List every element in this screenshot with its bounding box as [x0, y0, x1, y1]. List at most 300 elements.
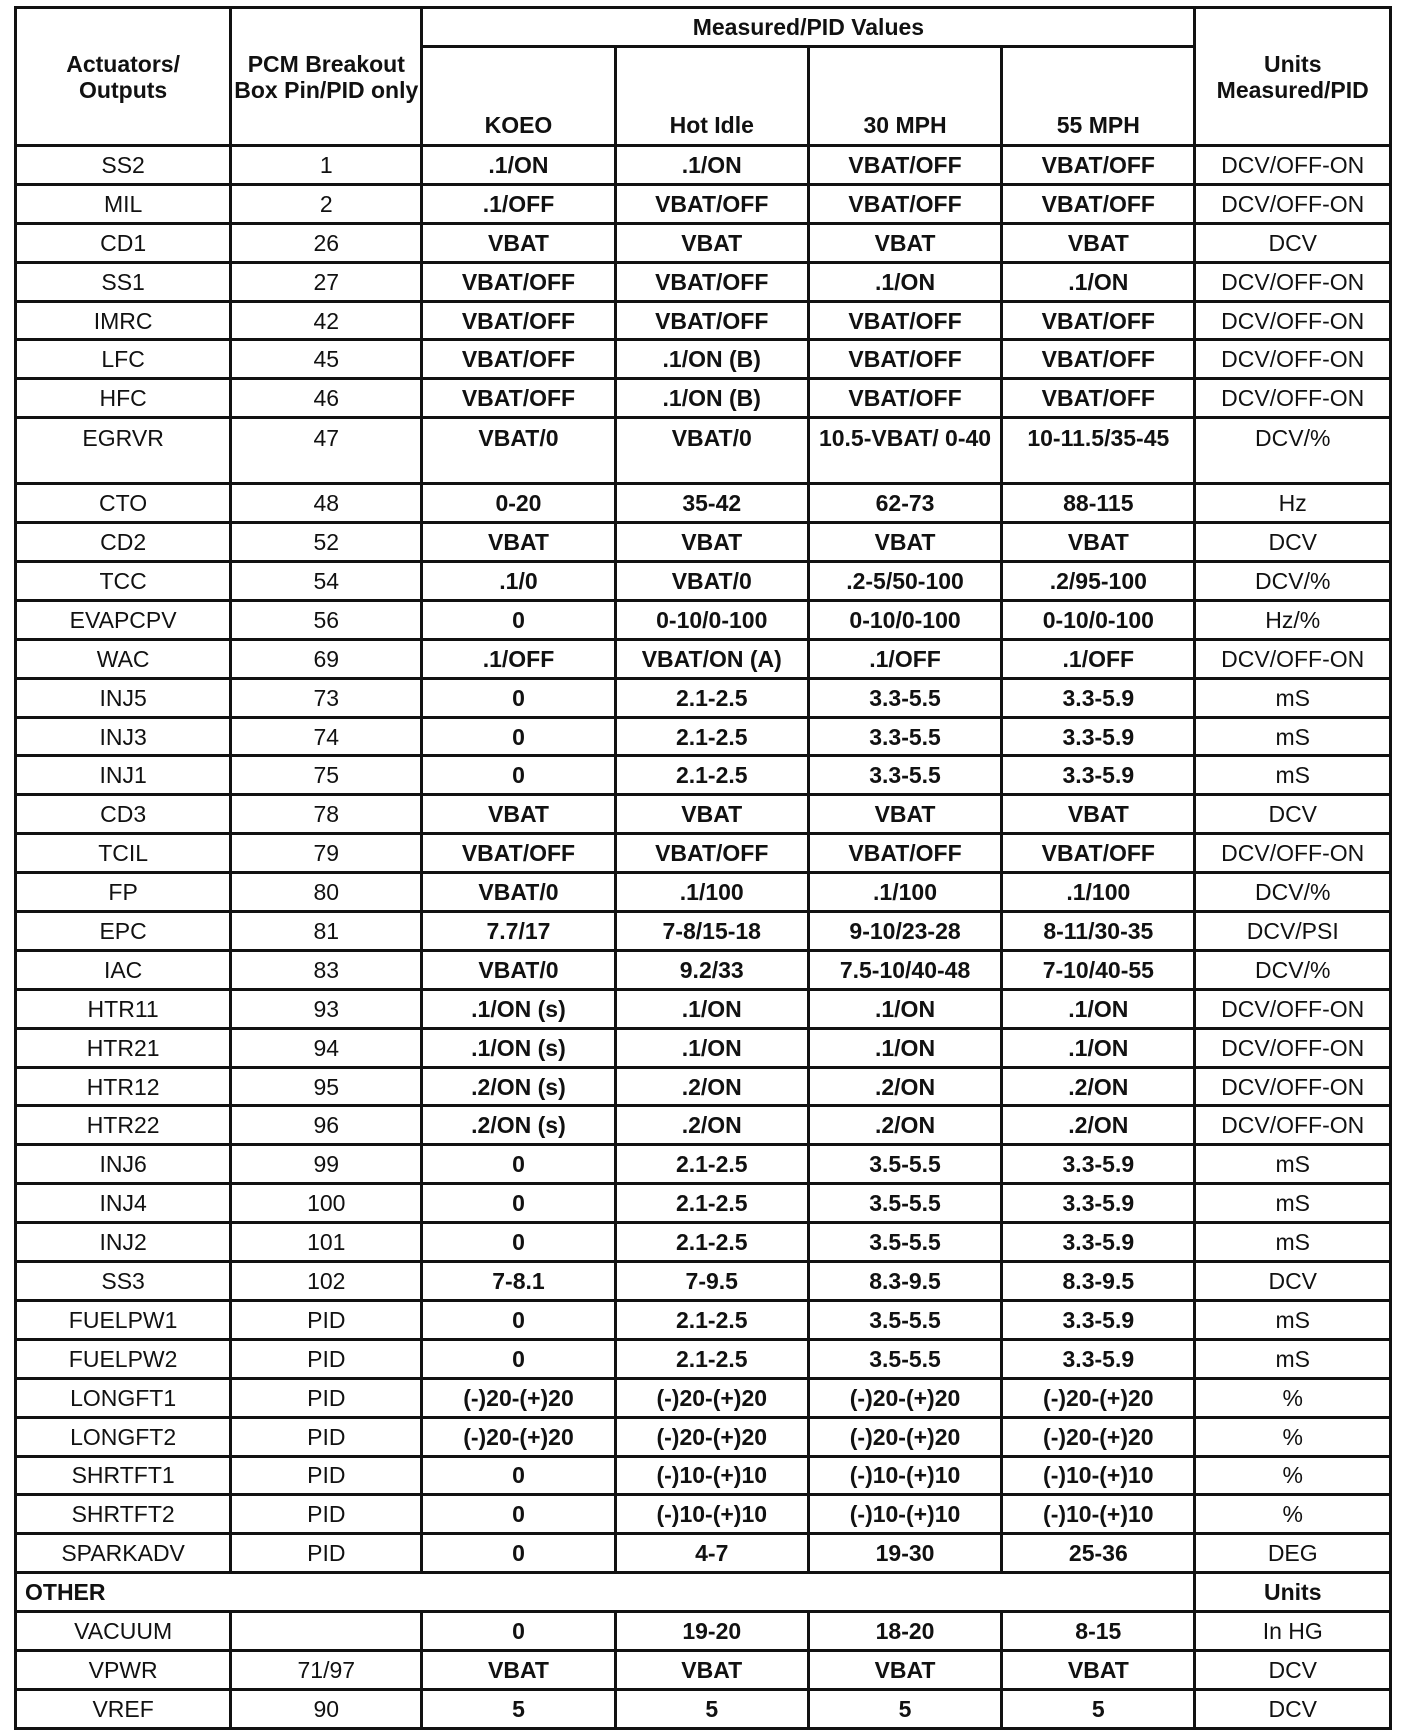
table-row	[16, 873, 1391, 912]
cell-actuator: CD1	[16, 223, 231, 262]
cell-hot-idle: VBAT/0	[615, 418, 808, 484]
cell-koeo: VBAT/OFF	[422, 379, 615, 418]
cell-koeo: 0	[422, 1534, 615, 1573]
cell-hot-idle: (-)20-(+)20	[615, 1378, 808, 1417]
cell-hot-idle: 2.1-2.5	[615, 1223, 808, 1262]
table-row	[16, 1067, 1391, 1106]
cell-hot-idle: .1/ON	[615, 989, 808, 1028]
cell-30mph: .1/ON	[808, 262, 1001, 301]
cell-units: %	[1195, 1378, 1391, 1417]
cell-30mph: 18-20	[808, 1612, 1001, 1651]
cell-55mph: VBAT/OFF	[1002, 340, 1195, 379]
cell-koeo: 7-8.1	[422, 1262, 615, 1301]
table-row	[16, 484, 1391, 523]
table-row	[16, 1300, 1391, 1339]
cell-pin: 96	[231, 1106, 422, 1145]
cell-koeo: 0	[422, 1223, 615, 1262]
cell-koeo: (-)20-(+)20	[422, 1417, 615, 1456]
table-row	[16, 1028, 1391, 1067]
other-units-label: Units	[1195, 1573, 1391, 1612]
cell-30mph: 3.5-5.5	[808, 1184, 1001, 1223]
cell-pin: 26	[231, 223, 422, 262]
cell-55mph: VBAT/OFF	[1002, 146, 1195, 185]
cell-55mph: VBAT/OFF	[1002, 834, 1195, 873]
cell-hot-idle: VBAT	[615, 223, 808, 262]
cell-actuator: SHRTFT2	[16, 1495, 231, 1534]
table-row	[16, 262, 1391, 301]
cell-pin: 73	[231, 678, 422, 717]
cell-55mph: .1/OFF	[1002, 639, 1195, 678]
cell-55mph: 8.3-9.5	[1002, 1262, 1195, 1301]
cell-pin: PID	[231, 1339, 422, 1378]
cell-pin: 90	[231, 1689, 422, 1728]
cell-pin: 1	[231, 146, 422, 185]
cell-hot-idle: VBAT/OFF	[615, 262, 808, 301]
cell-actuator: EPC	[16, 912, 231, 951]
cell-hot-idle: 7-8/15-18	[615, 912, 808, 951]
cell-30mph: (-)20-(+)20	[808, 1417, 1001, 1456]
cell-pin: 74	[231, 717, 422, 756]
cell-koeo: 0-20	[422, 484, 615, 523]
cell-actuator: INJ4	[16, 1184, 231, 1223]
cell-hot-idle: 7-9.5	[615, 1262, 808, 1301]
cell-actuator: FUELPW2	[16, 1339, 231, 1378]
table-row	[16, 379, 1391, 418]
cell-55mph: 8-15	[1002, 1612, 1195, 1651]
cell-30mph: 5	[808, 1689, 1001, 1728]
cell-units: DCV/%	[1195, 950, 1391, 989]
cell-pin: 78	[231, 795, 422, 834]
cell-units: DCV/PSI	[1195, 912, 1391, 951]
cell-actuator: HTR12	[16, 1067, 231, 1106]
cell-units: DCV/OFF-ON	[1195, 340, 1391, 379]
cell-actuator: CD3	[16, 795, 231, 834]
table-row	[16, 1262, 1391, 1301]
cell-units: mS	[1195, 678, 1391, 717]
table-row	[16, 1495, 1391, 1534]
cell-55mph: (-)20-(+)20	[1002, 1378, 1195, 1417]
cell-actuator: IAC	[16, 950, 231, 989]
cell-pin: 100	[231, 1184, 422, 1223]
cell-pin: 79	[231, 834, 422, 873]
cell-55mph: .1/ON	[1002, 1028, 1195, 1067]
cell-pin: 95	[231, 1067, 422, 1106]
column-group-measured: Measured/PID Values	[422, 8, 1195, 47]
cell-actuator: HTR21	[16, 1028, 231, 1067]
cell-30mph: VBAT/OFF	[808, 146, 1001, 185]
cell-55mph: 5	[1002, 1689, 1195, 1728]
table-row	[16, 1378, 1391, 1417]
cell-pin: PID	[231, 1534, 422, 1573]
cell-units: DCV	[1195, 1262, 1391, 1301]
cell-actuator: VREF	[16, 1689, 231, 1728]
cell-actuator: INJ2	[16, 1223, 231, 1262]
cell-30mph: .1/100	[808, 873, 1001, 912]
cell-hot-idle: 2.1-2.5	[615, 717, 808, 756]
table-row	[16, 717, 1391, 756]
cell-55mph: 3.3-5.9	[1002, 678, 1195, 717]
cell-55mph: 3.3-5.9	[1002, 1300, 1195, 1339]
cell-koeo: VBAT/0	[422, 950, 615, 989]
cell-pin: 75	[231, 756, 422, 795]
cell-koeo: .1/OFF	[422, 184, 615, 223]
other-section-label: OTHER	[16, 1573, 1195, 1612]
cell-pin: 69	[231, 639, 422, 678]
cell-units: %	[1195, 1495, 1391, 1534]
cell-pin: PID	[231, 1300, 422, 1339]
cell-koeo: 0	[422, 1300, 615, 1339]
cell-30mph: VBAT/OFF	[808, 379, 1001, 418]
cell-hot-idle: 2.1-2.5	[615, 756, 808, 795]
cell-55mph: (-)20-(+)20	[1002, 1417, 1195, 1456]
cell-actuator: SHRTFT1	[16, 1456, 231, 1495]
cell-actuator: VPWR	[16, 1651, 231, 1690]
cell-units: DCV	[1195, 1689, 1391, 1728]
cell-units: %	[1195, 1417, 1391, 1456]
cell-actuator: HFC	[16, 379, 231, 418]
cell-koeo: VBAT/OFF	[422, 834, 615, 873]
table-header	[16, 8, 1391, 146]
cell-pin: 83	[231, 950, 422, 989]
table-row	[16, 146, 1391, 185]
cell-30mph: 7.5-10/40-48	[808, 950, 1001, 989]
cell-55mph: 3.3-5.9	[1002, 1339, 1195, 1378]
cell-hot-idle: (-)20-(+)20	[615, 1417, 808, 1456]
cell-hot-idle: .1/ON	[615, 1028, 808, 1067]
cell-units: DCV/OFF-ON	[1195, 1028, 1391, 1067]
cell-55mph: VBAT/OFF	[1002, 301, 1195, 340]
cell-actuator: FP	[16, 873, 231, 912]
cell-actuator: LFC	[16, 340, 231, 379]
cell-units: In HG	[1195, 1612, 1391, 1651]
cell-koeo: VBAT	[422, 795, 615, 834]
cell-55mph: VBAT	[1002, 223, 1195, 262]
cell-55mph: 8-11/30-35	[1002, 912, 1195, 951]
cell-30mph: 19-30	[808, 1534, 1001, 1573]
table-body	[16, 146, 1391, 1573]
cell-pin: 42	[231, 301, 422, 340]
cell-units: DCV/OFF-ON	[1195, 301, 1391, 340]
cell-hot-idle: 2.1-2.5	[615, 1145, 808, 1184]
cell-55mph: 25-36	[1002, 1534, 1195, 1573]
cell-units: mS	[1195, 1223, 1391, 1262]
cell-30mph: .1/ON	[808, 989, 1001, 1028]
cell-units: DCV	[1195, 223, 1391, 262]
cell-hot-idle: .1/100	[615, 873, 808, 912]
cell-30mph: 8.3-9.5	[808, 1262, 1001, 1301]
cell-55mph: .1/ON	[1002, 989, 1195, 1028]
cell-pin: 54	[231, 562, 422, 601]
cell-pin: 80	[231, 873, 422, 912]
cell-koeo: 0	[422, 600, 615, 639]
cell-koeo: .1/ON (s)	[422, 989, 615, 1028]
cell-55mph: 3.3-5.9	[1002, 717, 1195, 756]
cell-pin: 27	[231, 262, 422, 301]
cell-units: DCV/OFF-ON	[1195, 262, 1391, 301]
cell-koeo: 0	[422, 1456, 615, 1495]
cell-units: mS	[1195, 1184, 1391, 1223]
cell-55mph: VBAT	[1002, 1651, 1195, 1690]
cell-actuator: EVAPCPV	[16, 600, 231, 639]
cell-30mph: VBAT/OFF	[808, 184, 1001, 223]
cell-30mph: 3.3-5.5	[808, 756, 1001, 795]
cell-units: mS	[1195, 756, 1391, 795]
cell-30mph: 9-10/23-28	[808, 912, 1001, 951]
cell-koeo: 0	[422, 1612, 615, 1651]
cell-30mph: 3.3-5.5	[808, 678, 1001, 717]
cell-koeo: VBAT/0	[422, 418, 615, 484]
cell-pin: 46	[231, 379, 422, 418]
cell-55mph: 3.3-5.9	[1002, 756, 1195, 795]
cell-koeo: 0	[422, 1495, 615, 1534]
cell-55mph: .2/ON	[1002, 1067, 1195, 1106]
cell-units: DCV/OFF-ON	[1195, 146, 1391, 185]
cell-actuator: EGRVR	[16, 418, 231, 484]
cell-koeo: VBAT	[422, 1651, 615, 1690]
cell-koeo: 0	[422, 1184, 615, 1223]
cell-koeo: 7.7/17	[422, 912, 615, 951]
cell-actuator: LONGFT1	[16, 1378, 231, 1417]
cell-actuator: VACUUM	[16, 1612, 231, 1651]
cell-units: DCV/%	[1195, 873, 1391, 912]
cell-actuator: HTR22	[16, 1106, 231, 1145]
cell-55mph: 88-115	[1002, 484, 1195, 523]
cell-actuator: SS1	[16, 262, 231, 301]
cell-30mph: 0-10/0-100	[808, 600, 1001, 639]
cell-koeo: .1/0	[422, 562, 615, 601]
cell-units: DCV/OFF-ON	[1195, 184, 1391, 223]
cell-30mph: VBAT	[808, 1651, 1001, 1690]
cell-koeo: 0	[422, 756, 615, 795]
cell-30mph: 3.5-5.5	[808, 1339, 1001, 1378]
cell-actuator: MIL	[16, 184, 231, 223]
cell-pin: 102	[231, 1262, 422, 1301]
cell-pin: 48	[231, 484, 422, 523]
table-row	[16, 795, 1391, 834]
cell-koeo: .1/ON	[422, 146, 615, 185]
cell-30mph: VBAT/OFF	[808, 834, 1001, 873]
cell-hot-idle: (-)10-(+)10	[615, 1456, 808, 1495]
cell-hot-idle: VBAT/OFF	[615, 184, 808, 223]
cell-koeo: 5	[422, 1689, 615, 1728]
cell-hot-idle: 35-42	[615, 484, 808, 523]
table-row	[16, 600, 1391, 639]
pid-values-sheet	[14, 6, 1392, 1730]
column-header-55mph: 55 MPH	[1002, 47, 1195, 146]
cell-hot-idle: VBAT	[615, 1651, 808, 1690]
table-row	[16, 756, 1391, 795]
cell-30mph: 3.5-5.5	[808, 1300, 1001, 1339]
cell-hot-idle: .1/ON (B)	[615, 379, 808, 418]
table-row	[16, 184, 1391, 223]
cell-pin: 94	[231, 1028, 422, 1067]
cell-units: DCV/%	[1195, 418, 1391, 484]
column-header-pin: PCM Breakout Box Pin/PID only	[231, 8, 422, 146]
cell-koeo: 0	[422, 1145, 615, 1184]
cell-30mph: VBAT	[808, 223, 1001, 262]
table-row	[16, 562, 1391, 601]
cell-30mph: 3.5-5.5	[808, 1223, 1001, 1262]
cell-hot-idle: .1/ON	[615, 146, 808, 185]
cell-30mph: 3.3-5.5	[808, 717, 1001, 756]
cell-koeo: VBAT/OFF	[422, 262, 615, 301]
table-row	[16, 223, 1391, 262]
cell-pin: PID	[231, 1495, 422, 1534]
cell-actuator: INJ5	[16, 678, 231, 717]
cell-units: DCV/OFF-ON	[1195, 639, 1391, 678]
cell-hot-idle: 2.1-2.5	[615, 1184, 808, 1223]
cell-pin: 81	[231, 912, 422, 951]
cell-pin: PID	[231, 1417, 422, 1456]
cell-units: DCV	[1195, 523, 1391, 562]
cell-actuator: SPARKADV	[16, 1534, 231, 1573]
cell-hot-idle: (-)10-(+)10	[615, 1495, 808, 1534]
cell-hot-idle: VBAT	[615, 795, 808, 834]
column-header-koeo: KOEO	[422, 47, 615, 146]
cell-55mph: 7-10/40-55	[1002, 950, 1195, 989]
table-row	[16, 523, 1391, 562]
cell-units: DCV/OFF-ON	[1195, 834, 1391, 873]
cell-30mph: (-)20-(+)20	[808, 1378, 1001, 1417]
cell-actuator: CTO	[16, 484, 231, 523]
cell-55mph: .2/ON	[1002, 1106, 1195, 1145]
cell-koeo: (-)20-(+)20	[422, 1378, 615, 1417]
cell-units: Hz	[1195, 484, 1391, 523]
table-row	[16, 912, 1391, 951]
cell-30mph: 3.5-5.5	[808, 1145, 1001, 1184]
table-row	[16, 1106, 1391, 1145]
table-row	[16, 1456, 1391, 1495]
cell-30mph: .2/ON	[808, 1067, 1001, 1106]
cell-55mph: 3.3-5.9	[1002, 1223, 1195, 1262]
cell-pin: 71/97	[231, 1651, 422, 1690]
cell-units: DCV/%	[1195, 562, 1391, 601]
cell-actuator: INJ1	[16, 756, 231, 795]
cell-55mph: .1/ON	[1002, 262, 1195, 301]
cell-actuator: FUELPW1	[16, 1300, 231, 1339]
cell-pin: 56	[231, 600, 422, 639]
cell-units: DCV	[1195, 795, 1391, 834]
cell-30mph: VBAT/OFF	[808, 301, 1001, 340]
cell-pin	[231, 1612, 422, 1651]
cell-hot-idle: VBAT/ON (A)	[615, 639, 808, 678]
cell-koeo: .2/ON (s)	[422, 1106, 615, 1145]
cell-units: DCV/OFF-ON	[1195, 379, 1391, 418]
cell-actuator: IMRC	[16, 301, 231, 340]
cell-units: %	[1195, 1456, 1391, 1495]
cell-55mph: .1/100	[1002, 873, 1195, 912]
cell-actuator: TCIL	[16, 834, 231, 873]
cell-actuator: INJ6	[16, 1145, 231, 1184]
cell-actuator: INJ3	[16, 717, 231, 756]
cell-actuator: SS2	[16, 146, 231, 185]
cell-pin: 93	[231, 989, 422, 1028]
table-row	[16, 301, 1391, 340]
cell-55mph: .2/95-100	[1002, 562, 1195, 601]
cell-pin: 2	[231, 184, 422, 223]
other-table-body	[16, 1573, 1391, 1729]
cell-actuator: TCC	[16, 562, 231, 601]
table-row	[16, 1339, 1391, 1378]
cell-pin: PID	[231, 1456, 422, 1495]
cell-koeo: 0	[422, 1339, 615, 1378]
cell-pin: 99	[231, 1145, 422, 1184]
column-header-30mph: 30 MPH	[808, 47, 1001, 146]
table-row	[16, 1223, 1391, 1262]
table-row	[16, 678, 1391, 717]
cell-koeo: VBAT	[422, 523, 615, 562]
cell-pin: 47	[231, 418, 422, 484]
cell-30mph: (-)10-(+)10	[808, 1456, 1001, 1495]
cell-units: DCV/OFF-ON	[1195, 989, 1391, 1028]
cell-hot-idle: .1/ON (B)	[615, 340, 808, 379]
table-row	[16, 1184, 1391, 1223]
column-header-units: Units Measured/PID	[1195, 8, 1391, 146]
cell-koeo: .1/ON (s)	[422, 1028, 615, 1067]
cell-koeo: VBAT/0	[422, 873, 615, 912]
cell-koeo: .1/OFF	[422, 639, 615, 678]
cell-actuator: SS3	[16, 1262, 231, 1301]
cell-units: DCV	[1195, 1651, 1391, 1690]
cell-55mph: VBAT/OFF	[1002, 379, 1195, 418]
cell-55mph: (-)10-(+)10	[1002, 1456, 1195, 1495]
cell-koeo: VBAT/OFF	[422, 340, 615, 379]
column-header-hot-idle: Hot Idle	[615, 47, 808, 146]
cell-30mph: (-)10-(+)10	[808, 1495, 1001, 1534]
cell-actuator: HTR11	[16, 989, 231, 1028]
cell-hot-idle: 19-20	[615, 1612, 808, 1651]
cell-actuator: CD2	[16, 523, 231, 562]
cell-hot-idle: 5	[615, 1689, 808, 1728]
cell-koeo: .2/ON (s)	[422, 1067, 615, 1106]
other-section-header	[16, 1573, 1391, 1612]
cell-55mph: VBAT	[1002, 795, 1195, 834]
cell-30mph: .2-5/50-100	[808, 562, 1001, 601]
cell-30mph: VBAT/OFF	[808, 340, 1001, 379]
cell-units: mS	[1195, 1145, 1391, 1184]
cell-30mph: .1/ON	[808, 1028, 1001, 1067]
table-row	[16, 418, 1391, 484]
cell-55mph: 10-11.5/35-45	[1002, 418, 1195, 484]
cell-hot-idle: VBAT/0	[615, 562, 808, 601]
cell-55mph: (-)10-(+)10	[1002, 1495, 1195, 1534]
cell-koeo: VBAT	[422, 223, 615, 262]
cell-units: DCV/OFF-ON	[1195, 1067, 1391, 1106]
cell-units: DEG	[1195, 1534, 1391, 1573]
cell-55mph: VBAT/OFF	[1002, 184, 1195, 223]
cell-hot-idle: VBAT	[615, 523, 808, 562]
cell-55mph: VBAT	[1002, 523, 1195, 562]
cell-pin: 101	[231, 1223, 422, 1262]
cell-units: mS	[1195, 1339, 1391, 1378]
cell-30mph: .2/ON	[808, 1106, 1001, 1145]
cell-30mph: VBAT	[808, 795, 1001, 834]
cell-units: Hz/%	[1195, 600, 1391, 639]
cell-30mph: VBAT	[808, 523, 1001, 562]
cell-koeo: 0	[422, 678, 615, 717]
cell-koeo: VBAT/OFF	[422, 301, 615, 340]
cell-hot-idle: VBAT/OFF	[615, 834, 808, 873]
table-row	[16, 340, 1391, 379]
cell-units: mS	[1195, 1300, 1391, 1339]
table-row	[16, 1689, 1391, 1728]
cell-55mph: 0-10/0-100	[1002, 600, 1195, 639]
table-row	[16, 1534, 1391, 1573]
cell-55mph: 3.3-5.9	[1002, 1145, 1195, 1184]
cell-30mph: 10.5-VBAT/ 0-40	[808, 418, 1001, 484]
other-values-table	[14, 1571, 1392, 1730]
cell-55mph: 3.3-5.9	[1002, 1184, 1195, 1223]
